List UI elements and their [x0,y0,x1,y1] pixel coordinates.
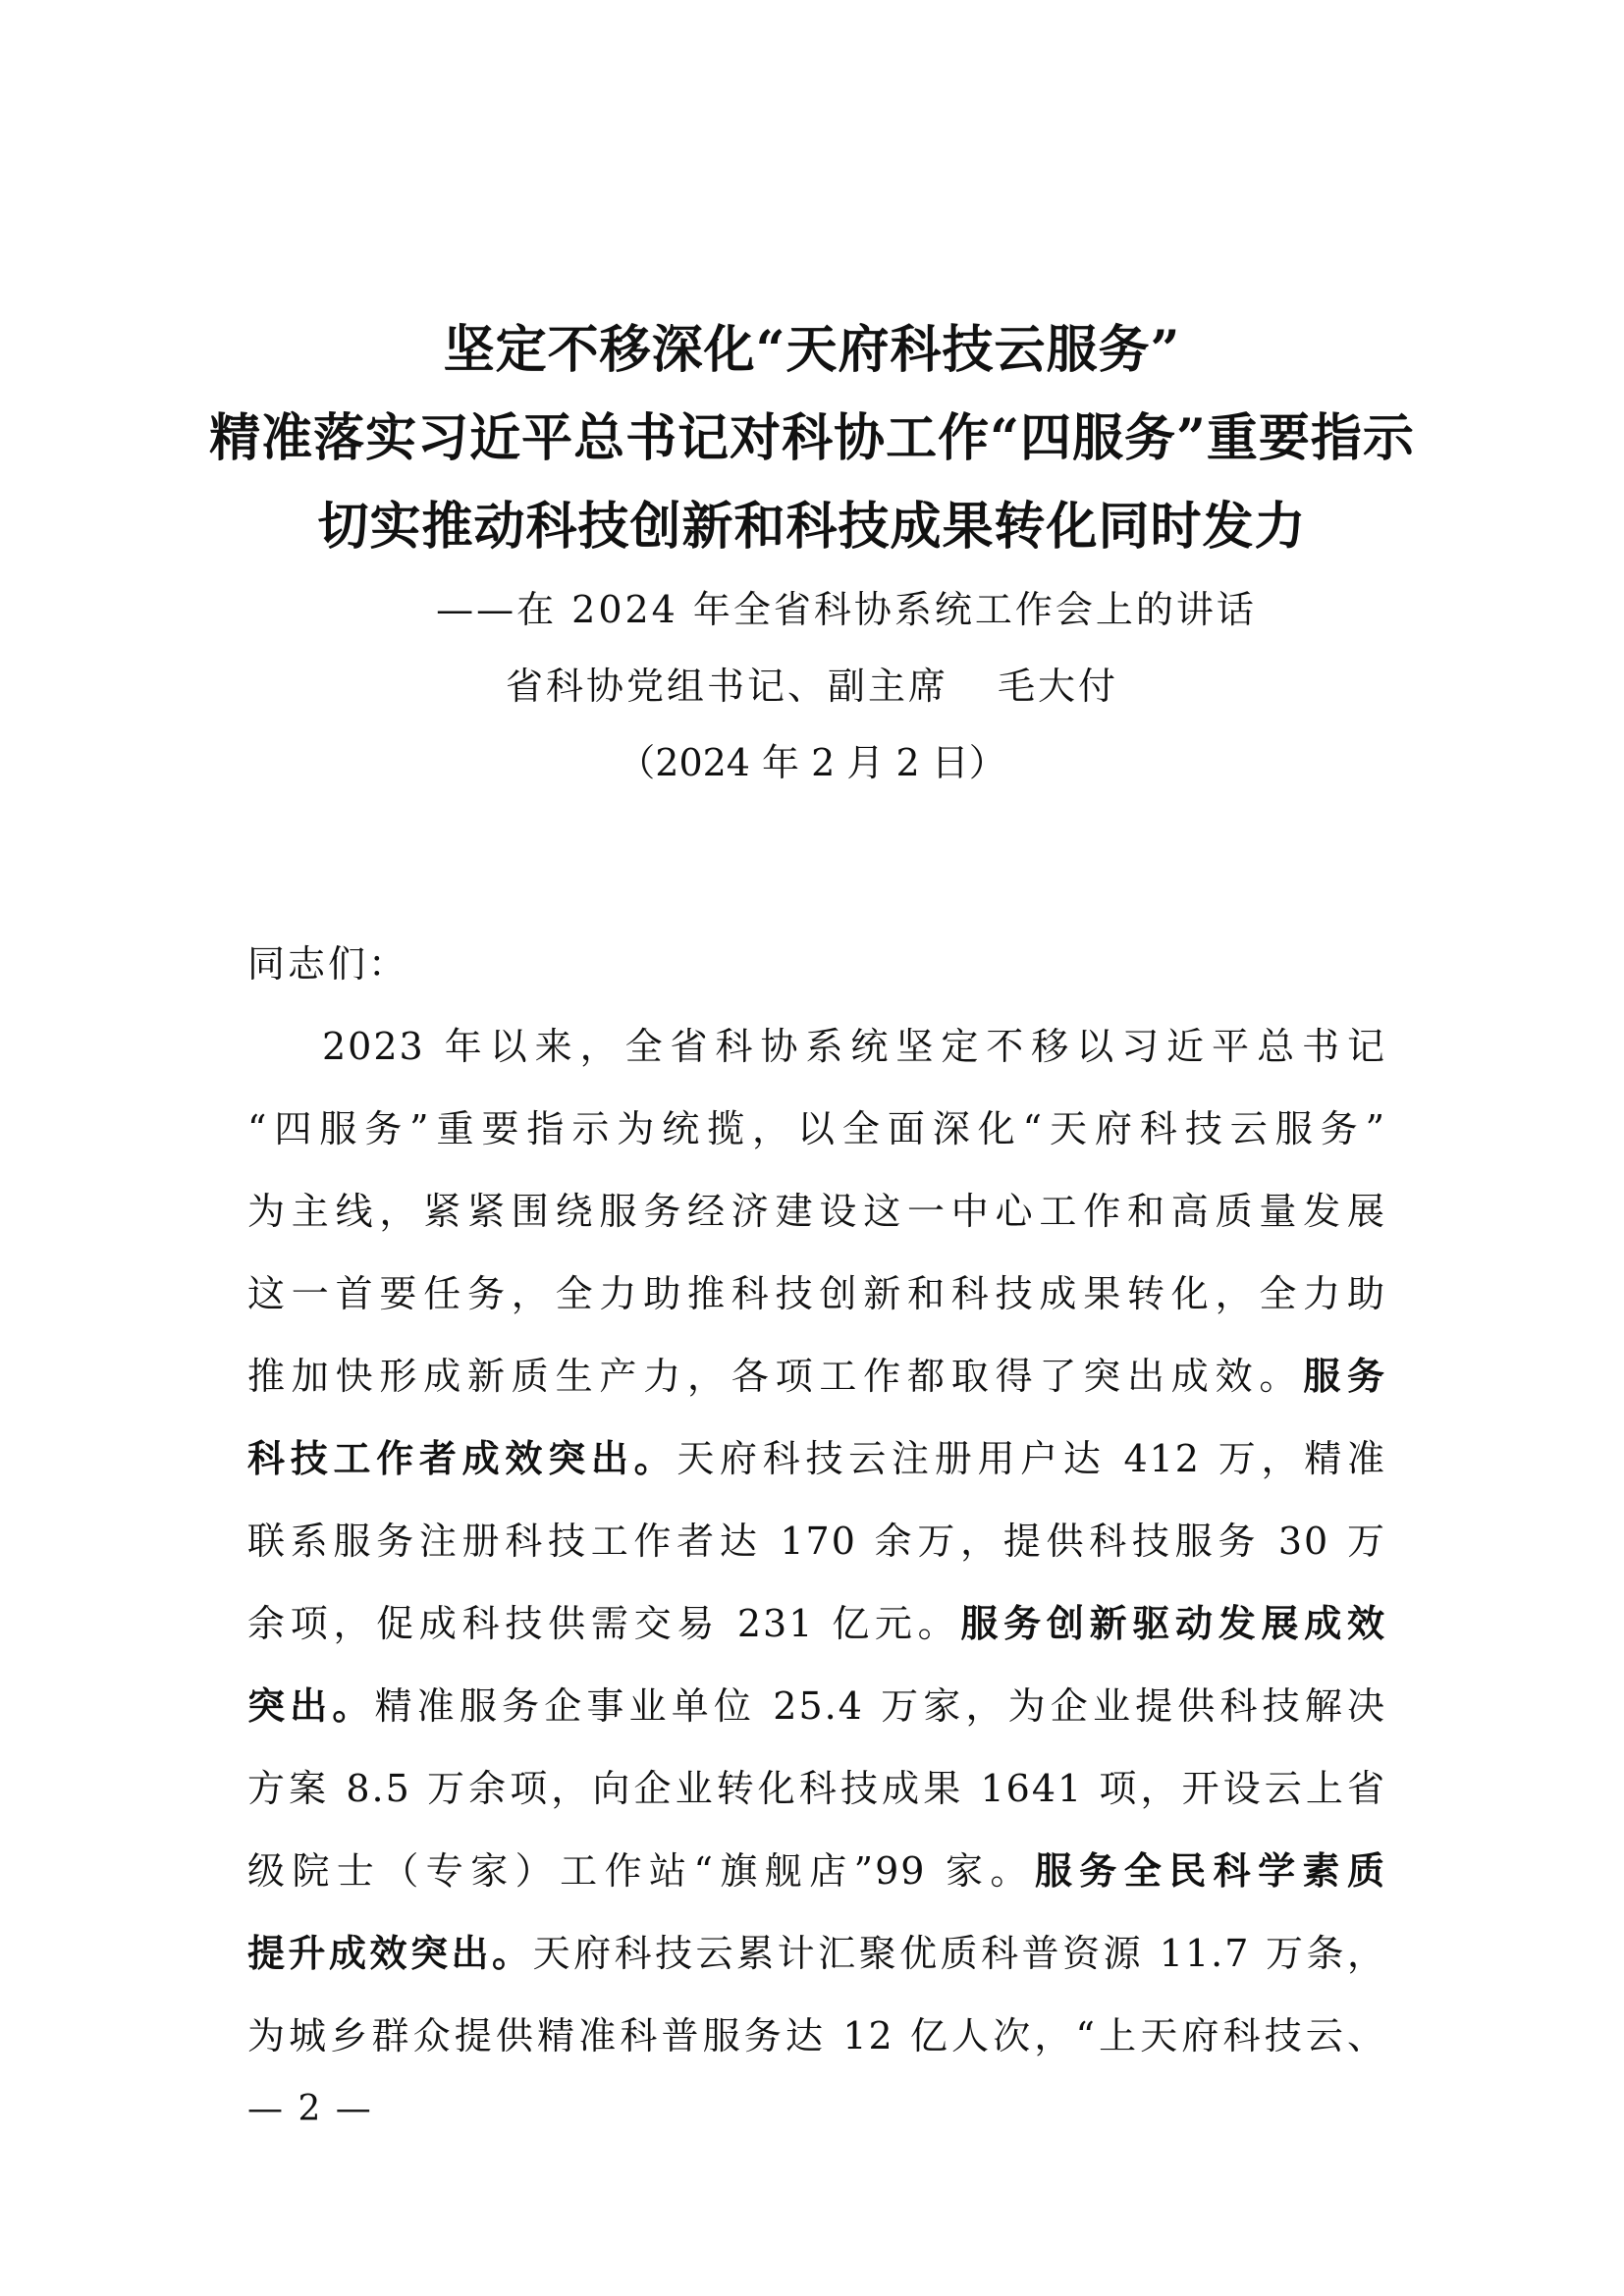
paragraph-line: 为主线，紧紧围绕服务经济建设这一中心工作和高质量发展 [247,1190,1386,1233]
speech-date: （2024 年 2 月 2 日） [618,741,1006,784]
author-line [147,648,1477,724]
paragraph-line: 余项，促成科技供需交易 231 亿元。服务创新驱动发展成效 [247,1602,1386,1645]
author-title: 省科协党组书记、副主席 [505,665,948,708]
page-number: — 2 — [247,2089,373,2129]
author-name: 毛大付 [998,665,1119,708]
title-line-2: 精准落实习近平总书记对科协工作“四服务”重要指示 [209,408,1415,468]
emphasis-text: 提升成效突出。 [247,1932,533,1975]
title-line-3: 切实推动科技创新和科技成果转化同时发力 [317,497,1307,557]
paragraph-line: 方案 8.5 万余项，向企业转化科技成果 1641 项，开设云上省 [247,1767,1386,1810]
emphasis-text: 服务 [1303,1355,1386,1398]
paragraph-line: 级院士（专家）工作站“旗舰店”99 家。服务全民科学素质 [247,1849,1386,1893]
paragraph-line: 这一首要任务，全力助推科技创新和科技成果转化，全力助 [247,1272,1386,1315]
body-text [247,923,1386,2077]
paragraph-line: 联系服务注册科技工作者达 170 余万，提供科技服务 30 万 [247,1520,1386,1563]
emphasis-text: 突出。 [247,1684,375,1728]
salutation: 同志们： [247,942,409,986]
subtitle: ——在 2024 年全省科协系统工作会上的讲话 [436,588,1257,631]
paragraph-line: 2023 年以来，全省科协系统坚定不移以习近平总书记 [322,1025,1386,1068]
title-line-1: 坚定不移深化“天府科技云服务” [443,320,1181,380]
paragraph-line: 为城乡群众提供精准科普服务达 12 亿人次，“上天府科技云、 [247,2014,1386,2057]
emphasis-text: 服务创新驱动发展成效 [960,1602,1386,1645]
paragraph-line: 推加快形成新质生产力，各项工作都取得了突出成效。服务 [247,1355,1386,1398]
document-title [147,306,1477,571]
emphasis-text: 服务全民科学素质 [1034,1849,1386,1893]
paragraph-line: “四服务”重要指示为统揽，以全面深化“天府科技云服务” [247,1107,1386,1150]
emphasis-text: 科技工作者成效突出。 [247,1437,677,1480]
paragraph-line: 提升成效突出。天府科技云累计汇聚优质科普资源 11.7 万条， [247,1932,1386,1975]
paragraph-line: 突出。精准服务企事业单位 25.4 万家，为企业提供科技解决 [247,1684,1386,1728]
paragraph-line: 科技工作者成效突出。天府科技云注册用户达 412 万，精准 [247,1437,1386,1480]
document-meta [147,571,1477,801]
